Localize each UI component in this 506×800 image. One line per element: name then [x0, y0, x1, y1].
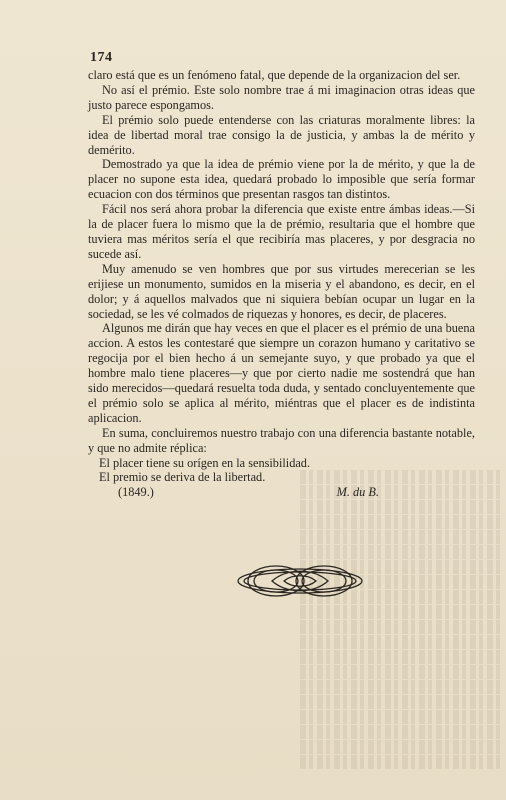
ornament-flourish-icon: [232, 560, 368, 602]
paragraph: Muy amenudo se ven hombres que por sus virtudes merecerian se les erijiese un monumento, sumidos en la miseria y el abandono, es decir, en el dolor; y á aquellos malvados que ni siquiera bebían ocupar un lugar en la sociedad, se les vé colmados de riquezas y honores, es decir, de placeres.: [88, 261, 475, 321]
paragraph: Demostrado ya que la idea de prémio viene por la de mérito, y que la de placer no supone esta idea, quedará probado lo imposible que sería formar ecuacion con dos términos que presentan rasgos tan distintos.: [88, 157, 475, 202]
show-through-text: [300, 470, 500, 790]
paragraph: Fácil nos será ahora probar la diferencia que existe entre ámbas ideas.—Si la de placer fuera lo mismo que la de prémio, resultaria que el hombre que tuviera mas méritos sería el que recibiría mas placeres, y por desgracia no sucede así.: [88, 202, 475, 261]
paragraph: El prémio solo puede entenderse con las criaturas moralmente libres: la idea de libertad moral trae consigo la de justicia, y ambas la de mérito y demérito.: [88, 112, 475, 157]
body-text: [88, 68, 475, 500]
page-number: 174: [90, 50, 113, 65]
statement-reward: El premio se deriva de la libertad.: [99, 470, 266, 485]
signature-line: [88, 485, 475, 500]
signature-author: M. du B.: [336, 485, 379, 500]
signature-year: (1849.): [118, 485, 154, 500]
paragraph: En suma, concluiremos nuestro trabajo con una diferencia bastante notable, y que no admite réplica:: [88, 425, 475, 455]
paragraph: claro está que es un fenómeno fatal, que depende de la organizacion del ser.: [88, 68, 461, 82]
statement-pleasure: El placer tiene su orígen en la sensibilidad.: [99, 455, 311, 470]
paragraph: Algunos me dirán que hay veces en que el placer es el prémio de una buena accion. A estos les contestaré que siempre un corazon humano y caritativo se regocija por el bien hecho á un semejante suyo, y que probado ya que el hombre malo tiene placeres—y que por cierto nadie me sostendrá que han sido merecidos—quedará resuelta toda duda, y sentado concluyentemente que el prémio solo se aplica al mérito, miéntras que el placer es de indistinta aplicacion.: [88, 321, 475, 425]
paragraph: No así el prémio. Este solo nombre trae á mi imaginacion otras ideas que justo parece espongamos.: [88, 82, 475, 112]
